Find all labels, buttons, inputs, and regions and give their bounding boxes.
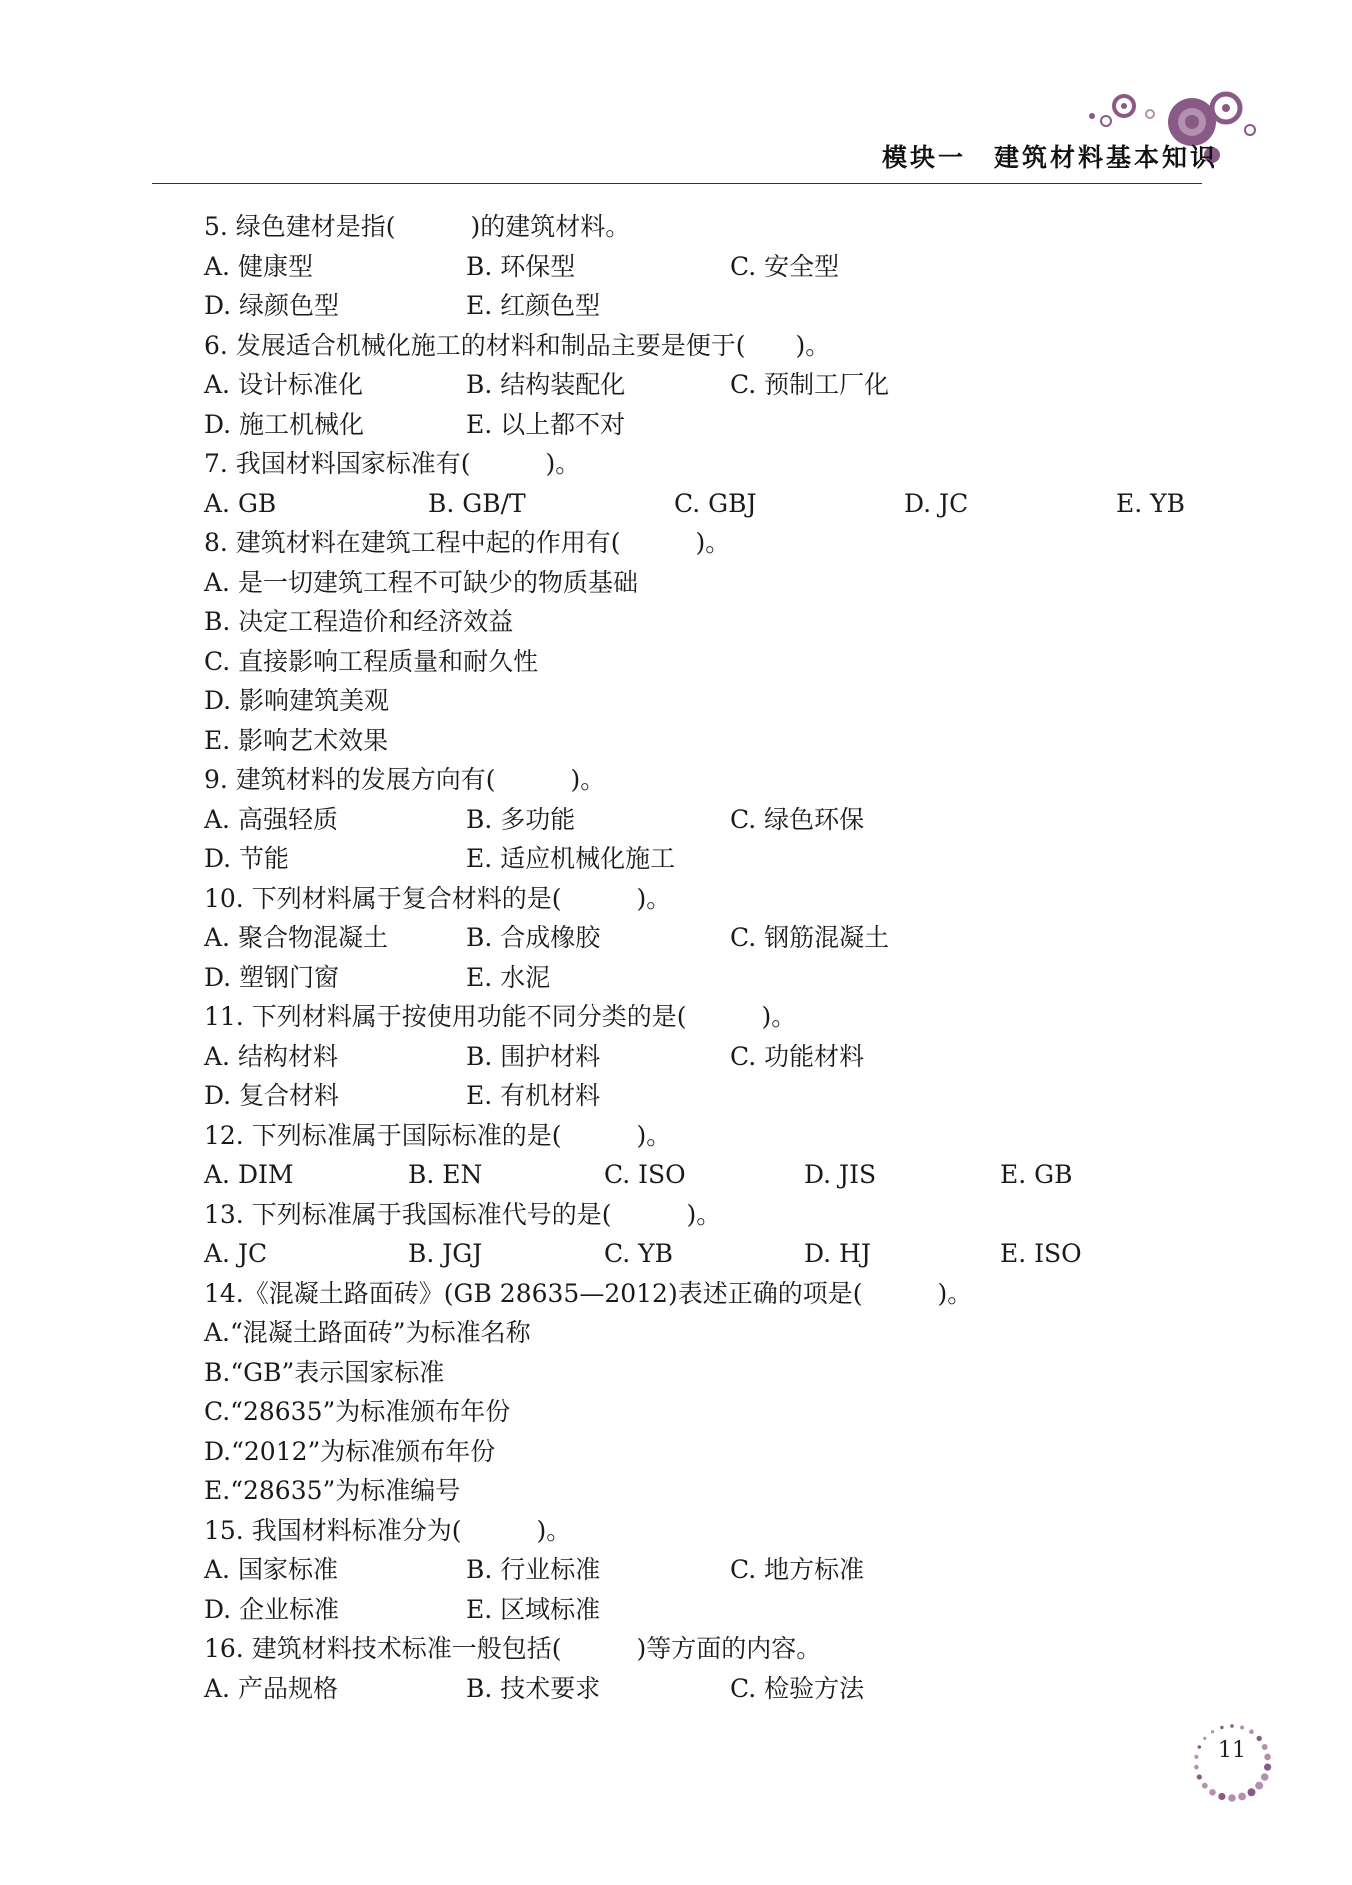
question-stem: 11. 下列材料属于按使用功能不同分类的是( )。 <box>204 1002 797 1031</box>
option-item: A. 高强轻质 <box>204 804 338 834</box>
ring-dot <box>1218 1793 1225 1800</box>
ring-dot <box>1262 1744 1268 1750</box>
option-item: C. YB <box>604 1239 674 1268</box>
option-item: B. 决定工程造价和经济效益 <box>204 607 514 636</box>
ring-dot <box>1240 1726 1244 1730</box>
option-row <box>204 1313 1224 1353</box>
option-item: C. 预制工厂化 <box>730 370 890 399</box>
ring-dot <box>1264 1754 1271 1761</box>
option-item: C. 检验方法 <box>730 1673 865 1703</box>
header-title: 模块一 建筑材料基本知识 <box>882 143 1219 172</box>
option-item: D. 节能 <box>204 844 290 873</box>
option-row <box>204 721 1224 761</box>
ring-dot <box>1264 1764 1271 1771</box>
ring-dot <box>1197 1774 1202 1779</box>
option-item: B. JGJ <box>408 1239 483 1268</box>
ring-dot <box>1194 1765 1199 1770</box>
option-row <box>204 602 1224 642</box>
dotted-ring-icon <box>1190 1714 1280 1814</box>
option-item: A.“混凝土路面砖”为标准名称 <box>204 1318 531 1347</box>
option-item: B. 行业标准 <box>466 1555 601 1584</box>
ring-dot <box>1203 1737 1206 1740</box>
question-stem: 10. 下列材料属于复合材料的是( )。 <box>204 883 672 913</box>
option-item: E. ISO <box>1000 1239 1082 1268</box>
question-stem: 9. 建筑材料的发展方向有( )。 <box>204 765 606 794</box>
ring-dot <box>1261 1773 1269 1781</box>
option-item: D. 企业标准 <box>204 1594 340 1624</box>
option-row <box>204 1550 1224 1590</box>
option-item: A. 聚合物混凝土 <box>204 923 388 952</box>
option-item: B. 多功能 <box>466 804 576 834</box>
option-item: A. 健康型 <box>204 251 313 281</box>
option-item: B. GB/T <box>428 488 526 518</box>
option-row <box>204 1669 1224 1709</box>
option-item: A. DIM <box>204 1160 294 1189</box>
option-item: C. 地方标准 <box>730 1555 865 1584</box>
ring-dot <box>1238 1793 1246 1801</box>
option-item: B. 围护材料 <box>466 1041 601 1071</box>
option-item: A. 设计标准化 <box>204 370 363 399</box>
option-row <box>204 247 1224 287</box>
option-item: D.“2012”为标准颁布年份 <box>204 1436 496 1466</box>
option-item: C. GBJ <box>674 488 757 518</box>
option-item: D. HJ <box>804 1239 871 1268</box>
option-item: E. 区域标准 <box>466 1594 601 1624</box>
option-row <box>204 365 1224 405</box>
option-item: E. GB <box>1000 1160 1073 1189</box>
question-stem: 12. 下列标准属于国际标准的是( )。 <box>204 1120 672 1150</box>
option-item: C. 直接影响工程质量和耐久性 <box>204 646 539 676</box>
option-row <box>204 1471 1224 1511</box>
page-number: 11 <box>1218 1738 1246 1763</box>
option-item: B. 技术要求 <box>466 1673 601 1703</box>
question-stem: 13. 下列标准属于我国标准代号的是( )。 <box>204 1199 722 1229</box>
question-stem: 15. 我国材料标准分为( )。 <box>204 1515 572 1545</box>
ring-dot <box>1228 1794 1236 1802</box>
option-item: D. 塑钢门窗 <box>204 962 340 992</box>
ring-dot <box>1230 1724 1234 1728</box>
option-item: D. 施工机械化 <box>204 409 365 439</box>
ring-dot <box>1202 1783 1208 1789</box>
option-item: A. 产品规格 <box>204 1673 338 1703</box>
option-row <box>204 484 1224 524</box>
option-row <box>204 958 1224 998</box>
option-row <box>204 1234 1224 1274</box>
option-item: E. 影响艺术效果 <box>204 725 389 755</box>
option-item: B. 结构装配化 <box>466 370 626 399</box>
question-stem: 8. 建筑材料在建筑工程中起的作用有( )。 <box>204 528 731 557</box>
option-item: C. 钢筋混凝土 <box>730 923 890 952</box>
option-row <box>204 800 1224 840</box>
option-row <box>204 1076 1224 1116</box>
ring-dot <box>1249 1729 1254 1734</box>
option-row <box>204 918 1224 958</box>
option-row <box>204 642 1224 682</box>
option-row <box>204 681 1224 721</box>
option-item: A. GB <box>204 488 277 518</box>
option-row <box>204 563 1224 603</box>
ring-dot <box>1220 1726 1223 1729</box>
option-item: B. EN <box>408 1160 483 1189</box>
option-item: E. 以上都不对 <box>466 409 626 439</box>
option-item: C.“28635”为标准颁布年份 <box>204 1397 511 1426</box>
option-item: E. 红颜色型 <box>466 291 601 320</box>
question-stem: 7. 我国材料国家标准有( )。 <box>204 449 581 478</box>
page-number-decoration <box>1190 1714 1280 1818</box>
option-item: A. JC <box>204 1239 268 1268</box>
option-item: E. YB <box>1116 488 1186 518</box>
option-row <box>204 405 1224 445</box>
option-row <box>204 1432 1224 1472</box>
header-rule <box>152 183 1202 184</box>
option-row <box>204 286 1224 326</box>
option-item: C. 绿色环保 <box>730 804 865 834</box>
option-item: E. 适应机械化施工 <box>466 844 676 873</box>
option-item: C. ISO <box>604 1160 686 1189</box>
option-row <box>204 1155 1224 1195</box>
option-item: C. 功能材料 <box>730 1041 865 1071</box>
option-item: B. 合成橡胶 <box>466 923 601 952</box>
option-row <box>204 1353 1224 1393</box>
option-item: A. 结构材料 <box>204 1041 338 1071</box>
option-item: D. 影响建筑美观 <box>204 686 390 715</box>
question-stem: 5. 绿色建材是指( )的建筑材料。 <box>204 212 631 241</box>
option-row <box>204 1037 1224 1077</box>
question-list <box>204 207 1224 1708</box>
option-item: E. 有机材料 <box>466 1081 601 1110</box>
question-stem: 14.《混凝土路面砖》(GB 28635—2012)表述正确的项是( )。 <box>204 1278 973 1308</box>
ring-dot <box>1211 1730 1214 1733</box>
ring-dot <box>1194 1755 1198 1759</box>
option-item: A. 国家标准 <box>204 1555 338 1584</box>
option-item: D. JC <box>904 488 969 518</box>
option-row <box>204 1590 1224 1630</box>
option-item: E. 水泥 <box>466 962 551 992</box>
option-row <box>204 839 1224 879</box>
ring-dot <box>1198 1745 1202 1749</box>
option-item: D. JIS <box>804 1160 877 1189</box>
ring-dot <box>1257 1736 1262 1741</box>
option-item: D. 绿颜色型 <box>204 291 340 320</box>
option-item: E.“28635”为标准编号 <box>204 1476 461 1505</box>
option-item: D. 复合材料 <box>204 1081 340 1110</box>
question-stem: 6. 发展适合机械化施工的材料和制品主要是便于( )。 <box>204 330 831 360</box>
ring-dot <box>1209 1789 1216 1796</box>
option-item: B.“GB”表示国家标准 <box>204 1357 445 1387</box>
option-item: A. 是一切建筑工程不可缺少的物质基础 <box>204 567 638 597</box>
option-item: B. 环保型 <box>466 251 576 281</box>
ring-dot <box>1255 1782 1263 1790</box>
option-row <box>204 1392 1224 1432</box>
option-item: C. 安全型 <box>730 251 840 281</box>
ring-dot <box>1248 1788 1256 1796</box>
question-stem: 16. 建筑材料技术标准一般包括( )等方面的内容。 <box>204 1634 822 1663</box>
